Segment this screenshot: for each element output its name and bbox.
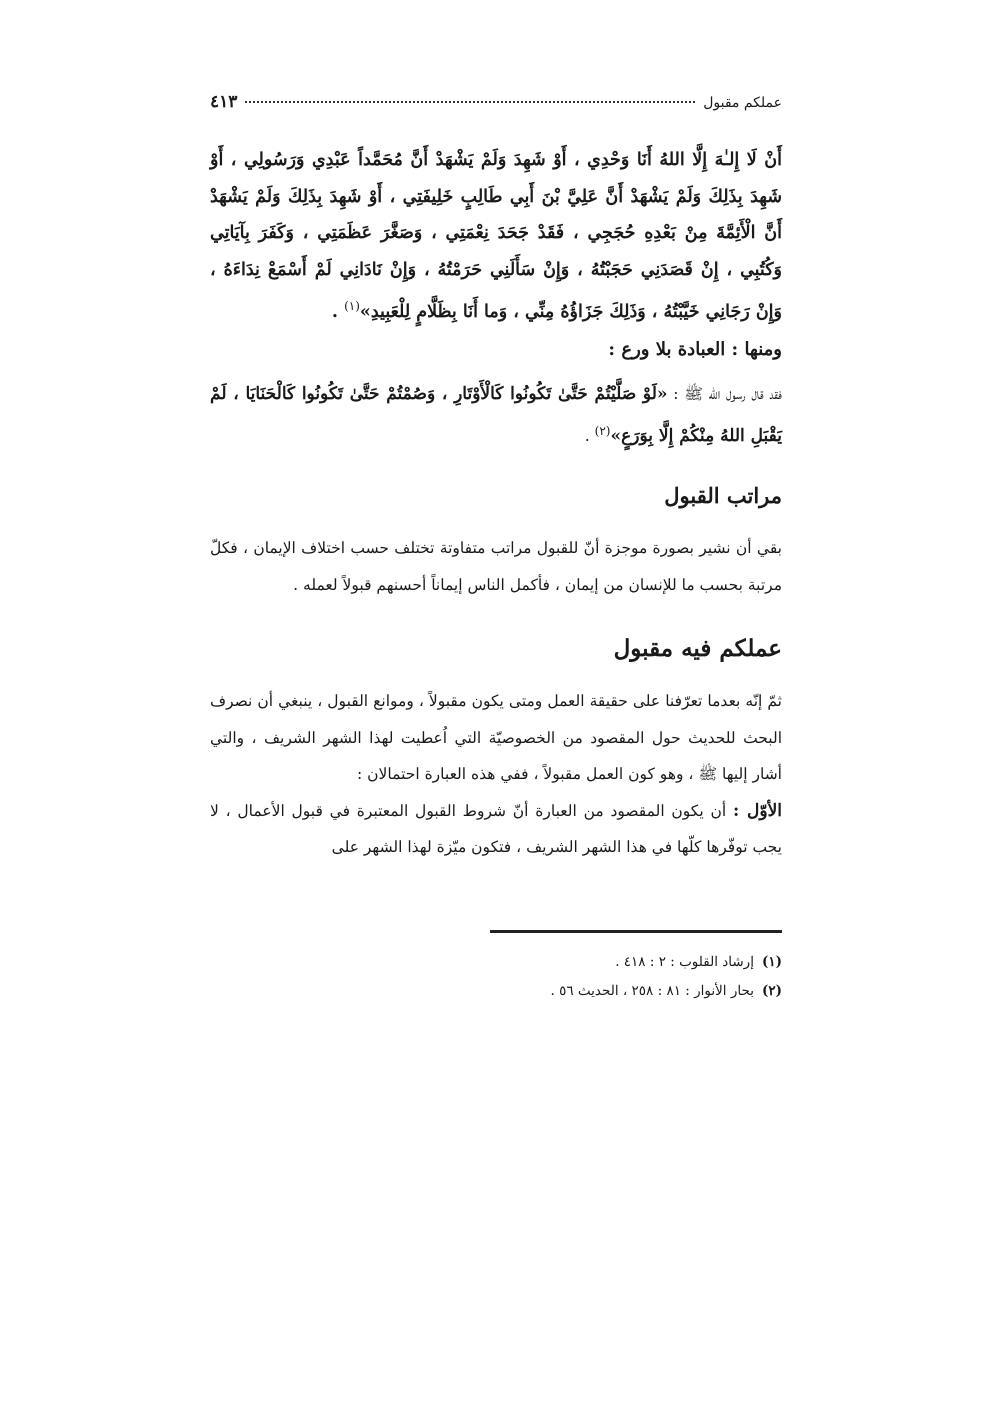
accepted-paragraph-1: ثمّ إنّه بعدما تعرّفنا على حقيقة العمل ومتى يكون مقبولاً ، وموانع القبول ، ينبغي أن نصرف البحث للحديث حول المقصود من الخصوصيّة التي اُعطيت لهذا الشهر الشريف ، والتي أشار إليها ﷺ ، وهو كون العمل مقبولاً ، ففي هذه العبارة احتمالان :	[210, 692, 782, 784]
footnote-2-number: (٢)	[761, 983, 782, 999]
hadith-paragraph	[210, 142, 782, 330]
page-header	[210, 92, 782, 132]
ranks-paragraph: بقي أن نشير بصورة موجزة أنّ للقبول مراتب متفاوتة تختلف حسب اختلاف الإيمان ، فكلّ مرتبة بحسب ما للإنسان من إيمان ، فأكمل الناس إيماناً أحسنهم قبولاً لعمله .	[210, 539, 782, 594]
header-dot-leader	[245, 101, 695, 103]
footnote-1-text: إرشاد القلوب : ٢ : ٤١٨ .	[615, 954, 754, 970]
page-number: ٤١٣	[210, 92, 238, 112]
footnote-1	[210, 948, 782, 977]
footnote-ref-2: (٢)	[594, 423, 611, 438]
worship-paragraph	[210, 376, 782, 454]
worship-end: .	[584, 426, 595, 445]
footnotes	[210, 948, 782, 1006]
worship-heading: ومنها : العبادة بلا ورع :	[608, 339, 782, 361]
footnote-2	[210, 977, 782, 1006]
accepted-heading: عملكم فيه مقبول	[613, 635, 782, 663]
footnote-2-text: بحار الأنوار : ٨١ : ٢٥٨ ، الحديث ٥٦ .	[550, 983, 754, 999]
hadith-end: .	[331, 301, 345, 322]
ranks-heading: مراتب القبول	[664, 483, 782, 509]
footnote-1-number: (١)	[761, 954, 782, 970]
book-page	[210, 92, 782, 1332]
first-possibility-label: الأوّل :	[732, 800, 782, 821]
first-possibility-text: أن يكون المقصود من العبارة أنّ شروط القبول المعتبرة في قبول الأعمال ، لا يجب توفّرها كلّها في هذا الشهر الشريف ، فتكون ميّزة لهذا الشهر على	[210, 801, 782, 857]
accepted-paragraph-2	[210, 793, 782, 866]
hadith-text: أَنْ لَا إِلـٰهَ إِلَّا اللهُ أَنَا وَحْدِي ، أَوْ شَهِدَ وَلَمْ يَشْهَدْ أَنَّ مُحَمَّداً عَبْدِي وَرَسُولِي ، أَوْ شَهِدَ بِذَلِكَ وَلَمْ يَشْهَدْ أَنَّ عَلِيَّ بْنَ أَبِي طَالِبٍ خَلِيفَتِي ، أَوْ شَهِدَ بِذَلِكَ وَلَمْ يَشْهَدْ أَنَّ الْأَئِمَّةَ مِنْ بَعْدِهِ حُجَجِي ، فَقَدْ جَحَدَ نِعْمَتِي ، وَصَغَّرَ عَظَمَتِي ، وَكَفَرَ بِآيَاتِي وَكُتُبِي ، إِنْ قَصَدَنِي حَجَبْتُهُ ، وَإِنْ سَأَلَنِي حَرَمْتُهُ ، وَإِنْ نَادَانِي لَمْ أَسْمَعْ نِدَاءَهُ ، وَإِنْ رَجَانِي خَيَّبْتُهُ ، وَذَلِكَ جَزَاؤُهُ مِنِّي ، وَما أَنَا بِظَلَّامٍ لِلْعَبِيدِ»	[210, 150, 782, 322]
worship-intro: فقد قال رسول الله ﷺ :	[667, 385, 782, 404]
running-title: عملكم مقبول	[703, 95, 782, 111]
footnote-ref-1: (١)	[344, 299, 360, 313]
worship-quote: «لَوْ صَلَّيْتُمْ حَتَّىٰ تَكُونُوا كَالْأَوْتَارِ ، وَصُمْتُمْ حَتَّىٰ تَكُونُوا كَالْحَنَايَا ، لَمْ يَقْبَلِ اللهُ مِنْكُمْ إِلَّا بِوَرَعٍ»	[210, 384, 782, 446]
footnote-divider	[490, 930, 782, 933]
